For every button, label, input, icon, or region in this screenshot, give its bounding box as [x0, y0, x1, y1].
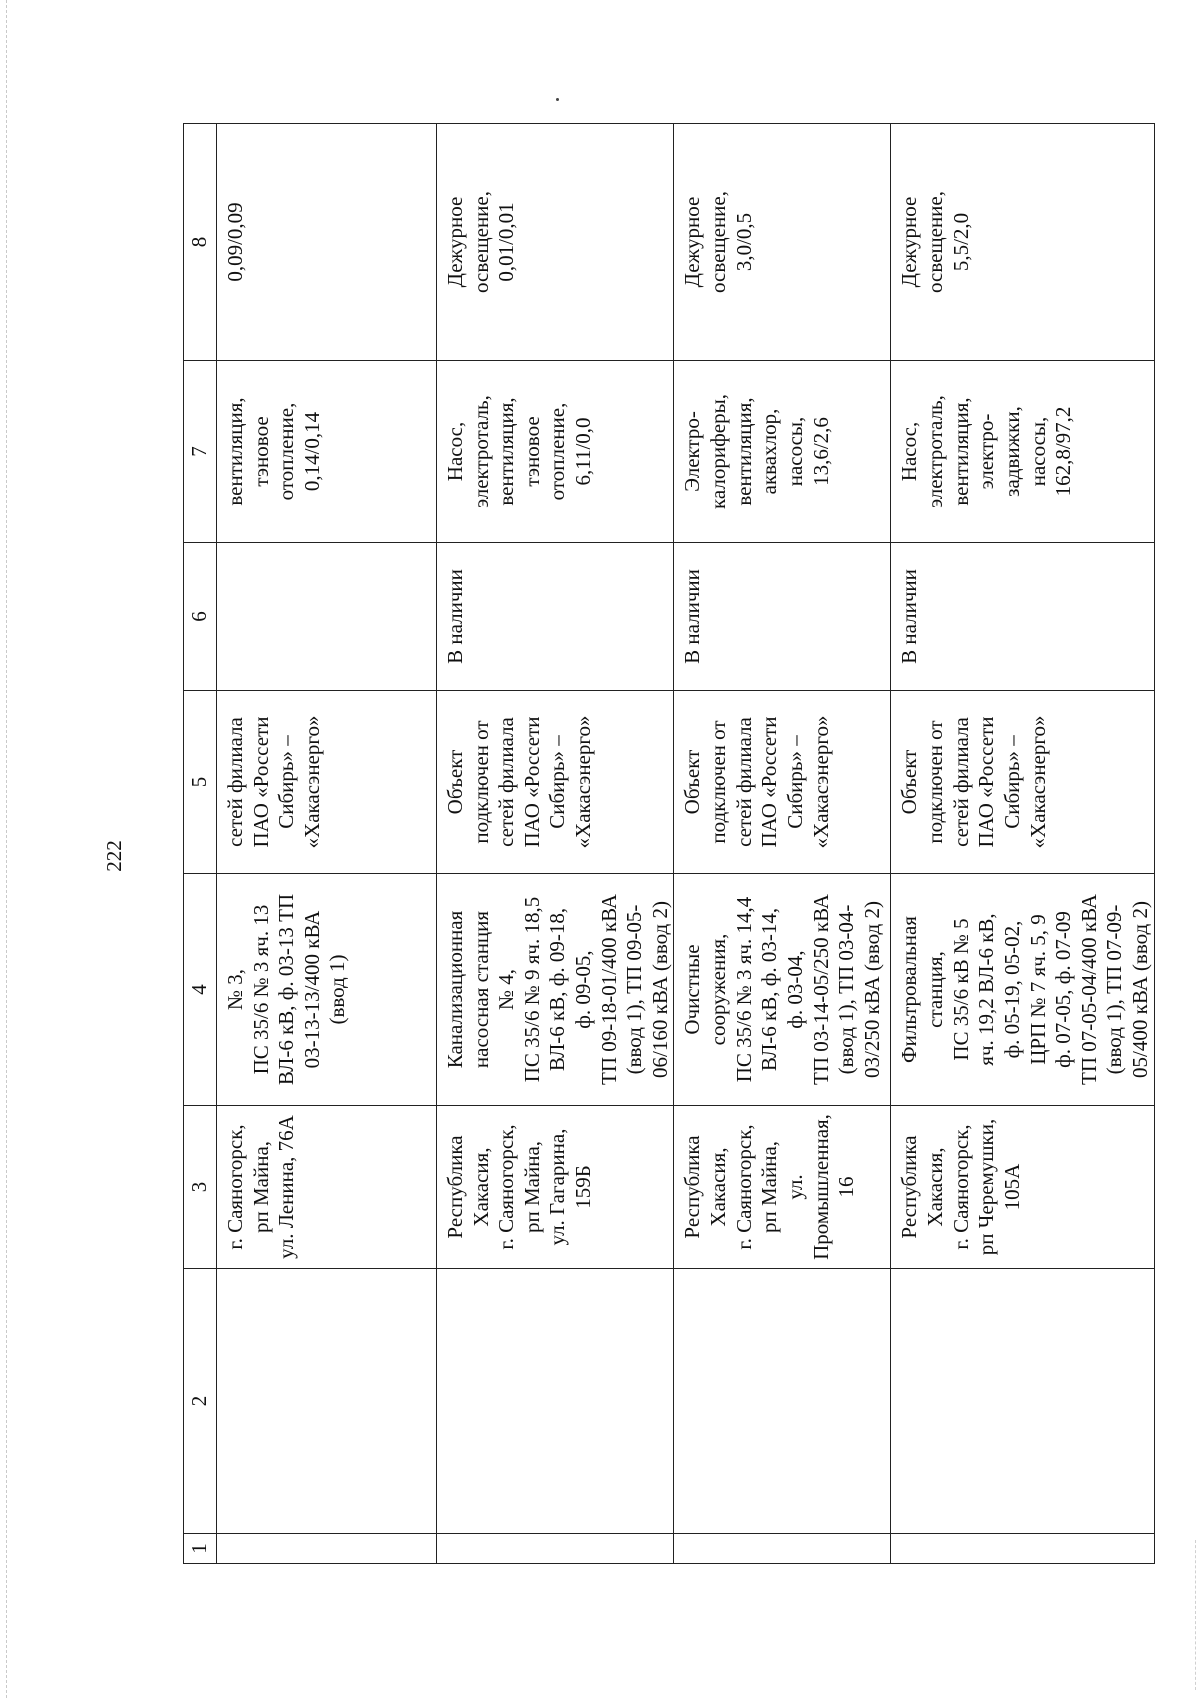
cell-equipment-load: Электро- калориферы, вентиляция, аквахлор, насосы, 13,6/2,6 — [674, 361, 891, 543]
cell-availability: В наличии — [891, 543, 1154, 691]
table-row — [437, 124, 674, 1564]
column-header: 6 — [184, 543, 217, 691]
rotated-table-wrapper — [183, 124, 1152, 1564]
cell-name — [217, 1269, 437, 1534]
cell-emergency-load: 0,09/0,09 — [217, 124, 437, 361]
scan-speck — [556, 98, 559, 101]
cell-connection: Объект подключен от сетей филиала ПАО «Россети Сибирь» – «Хакасэнерго» — [891, 691, 1154, 874]
cell-supply-source: № 3, ПС 35/6 № 3 яч. 13 ВЛ-6 кВ, ф. 03-13 ТП 03-13-13/400 кВА (ввод 1) — [217, 874, 437, 1106]
cell-equipment-load: вентиляция, тэновое отопление, 0,14/0,14 — [217, 361, 437, 543]
cell-number — [437, 1534, 674, 1564]
cell-emergency-load: Дежурное освещение, 0,01/0,01 — [437, 124, 674, 361]
column-header: 3 — [184, 1106, 217, 1269]
table-row — [891, 124, 1154, 1564]
cell-address: Республика Хакасия, г. Саяногорск, рп Майна, ул. Промышленная, 16 — [674, 1106, 891, 1269]
column-header: 7 — [184, 361, 217, 543]
table-row — [217, 124, 437, 1564]
column-header: 1 — [184, 1534, 217, 1564]
cell-address: Республика Хакасия, г. Саяногорск, рп Майна, ул. Гагарина, 159Б — [437, 1106, 674, 1269]
cell-emergency-load: Дежурное освещение, 5,5/2,0 — [891, 124, 1154, 361]
cell-number — [891, 1534, 1154, 1564]
page-number: 222 — [102, 840, 126, 872]
cell-equipment-load: Насос, электроталь, вентиляция, электро- задвижки, насосы, 162,8/97,2 — [891, 361, 1154, 543]
cell-equipment-load: Насос, электроталь, вентиляция, тэновое отопление, 6,11/0,0 — [437, 361, 674, 543]
document-table — [183, 123, 1155, 1564]
cell-connection: Объект подключен от сетей филиала ПАО «Россети Сибирь» – «Хакасэнерго» — [674, 691, 891, 874]
cell-supply-source: Очистные сооружения, ПС 35/6 № 3 яч. 14,4 ВЛ-6 кВ, ф. 03-14, ф. 03-04, ТП 03-14-05/250 кВА (ввод 1), ТП 03-04- 03/250 кВА (ввод 2) — [674, 874, 891, 1106]
cell-name — [674, 1269, 891, 1534]
scan-edge — [1195, 1540, 1196, 1690]
cell-number — [217, 1534, 437, 1564]
cell-emergency-load: Дежурное освещение, 3,0/0,5 — [674, 124, 891, 361]
cell-number — [674, 1534, 891, 1564]
cell-supply-source: Фильтровальная станция, ПС 35/6 кВ № 5 яч. 19,2 ВЛ-6 кВ, ф. 05-19, 05-02, ЦРП № 7 яч. 5, 9 ф. 07-05, ф. 07-09 ТП 07-05-04/400 кВА (ввод 1), ТП 07-09- 05/400 кВА (ввод 2) — [891, 874, 1154, 1106]
cell-address: Республика Хакасия, г. Саяногорск, рп Черемушки, 105А — [891, 1106, 1154, 1269]
column-header: 4 — [184, 874, 217, 1106]
cell-connection: Объект подключен от сетей филиала ПАО «Россети Сибирь» – «Хакасэнерго» — [437, 691, 674, 874]
column-header: 8 — [184, 124, 217, 361]
cell-connection: сетей филиала ПАО «Россети Сибирь» – «Хакасэнерго» — [217, 691, 437, 874]
cell-name — [891, 1269, 1154, 1534]
scan-edge — [6, 0, 7, 1698]
column-header: 5 — [184, 691, 217, 874]
table-row — [674, 124, 891, 1564]
cell-address: г. Саяногорск, рп Майна, ул. Ленина, 76А — [217, 1106, 437, 1269]
cell-supply-source: Канализационная насосная станция № 4, ПС 35/6 № 9 яч. 18,5 ВЛ-6 кВ, ф. 09-18, ф. 09-05, ТП 09-18-01/400 кВА (ввод 1), ТП 09-05- 06/160 кВА (ввод 2) — [437, 874, 674, 1106]
column-header: 2 — [184, 1269, 217, 1534]
cell-name — [437, 1269, 674, 1534]
cell-availability: В наличии — [437, 543, 674, 691]
cell-availability: В наличии — [674, 543, 891, 691]
header-row — [184, 124, 217, 1564]
cell-availability — [217, 543, 437, 691]
